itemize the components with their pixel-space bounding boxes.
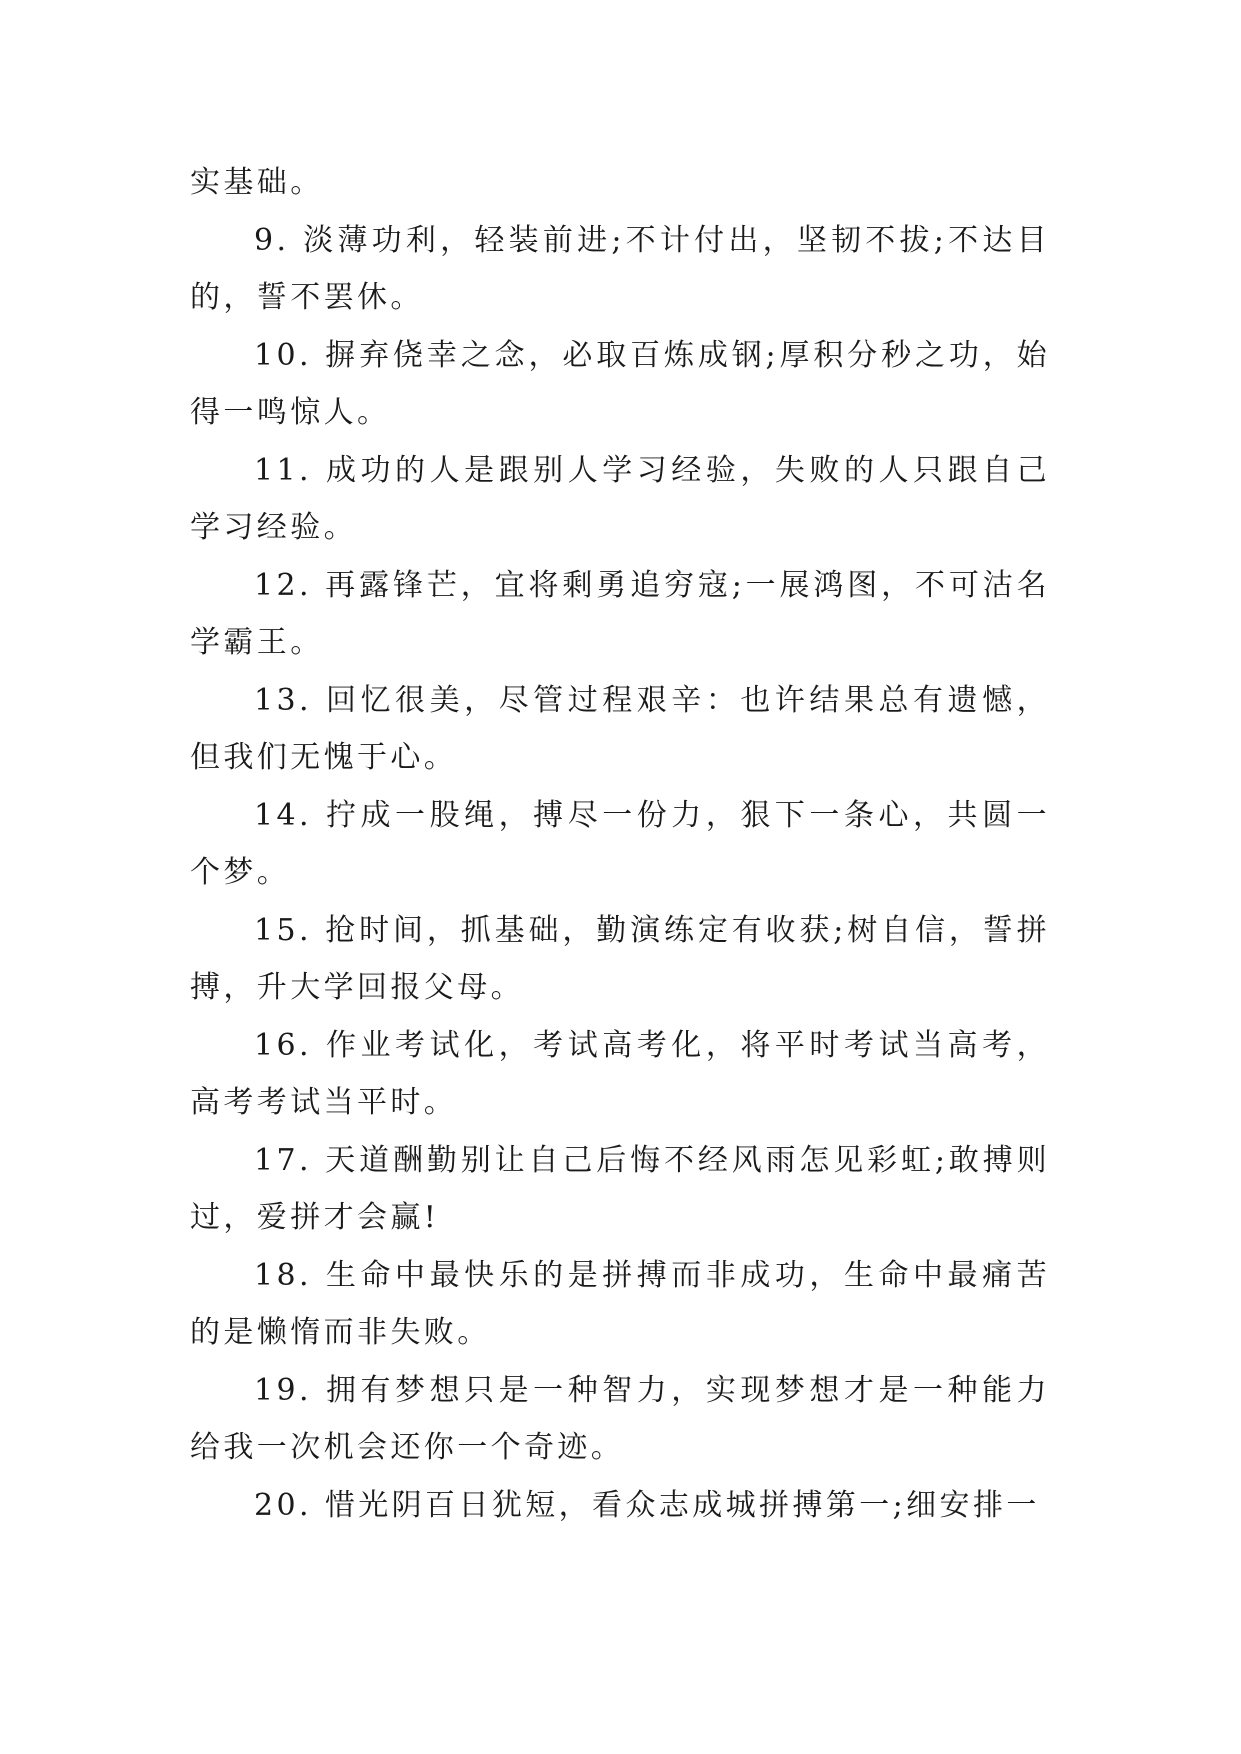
list-item-16: 16. 作业考试化，考试高考化，将平时考试当高考，高考考试当平时。 [190, 1027, 1050, 1120]
list-item-10: 10. 摒弃侥幸之念，必取百炼成钢;厚积分秒之功，始得一鸣惊人。 [190, 337, 1050, 430]
paragraph-continuation: 实基础。 [190, 165, 324, 200]
list-item-13: 13. 回忆很美，尽管过程艰辛：也许结果总有遗憾，但我们无愧于心。 [190, 682, 1050, 775]
list-item-18: 18. 生命中最快乐的是拼搏而非成功，生命中最痛苦的是懒惰而非失败。 [190, 1257, 1050, 1350]
list-item-9: 9. 淡薄功利，轻装前进;不计付出，坚韧不拔;不达目的，誓不罢休。 [190, 222, 1050, 315]
list-item-14: 14. 拧成一股绳，搏尽一份力，狠下一条心，共圆一个梦。 [190, 797, 1050, 890]
list-item-15: 15. 抢时间，抓基础，勤演练定有收获;树自信，誓拼搏，升大学回报父母。 [190, 912, 1050, 1005]
list-item-17: 17. 天道酬勤别让自己后悔不经风雨怎见彩虹;敢搏则过，爱拼才会赢! [190, 1142, 1050, 1235]
list-item-11: 11. 成功的人是跟别人学习经验，失败的人只跟自己学习经验。 [190, 452, 1050, 545]
document-body [190, 154, 1050, 1534]
list-item-12: 12. 再露锋芒，宜将剩勇追穷寇;一展鸿图，不可沽名学霸王。 [190, 567, 1050, 660]
list-item-20: 20. 惜光阴百日犹短，看众志成城拼搏第一;细安排一 [254, 1487, 1040, 1523]
list-item-19: 19. 拥有梦想只是一种智力，实现梦想才是一种能力给我一次机会还你一个奇迹。 [190, 1372, 1050, 1465]
